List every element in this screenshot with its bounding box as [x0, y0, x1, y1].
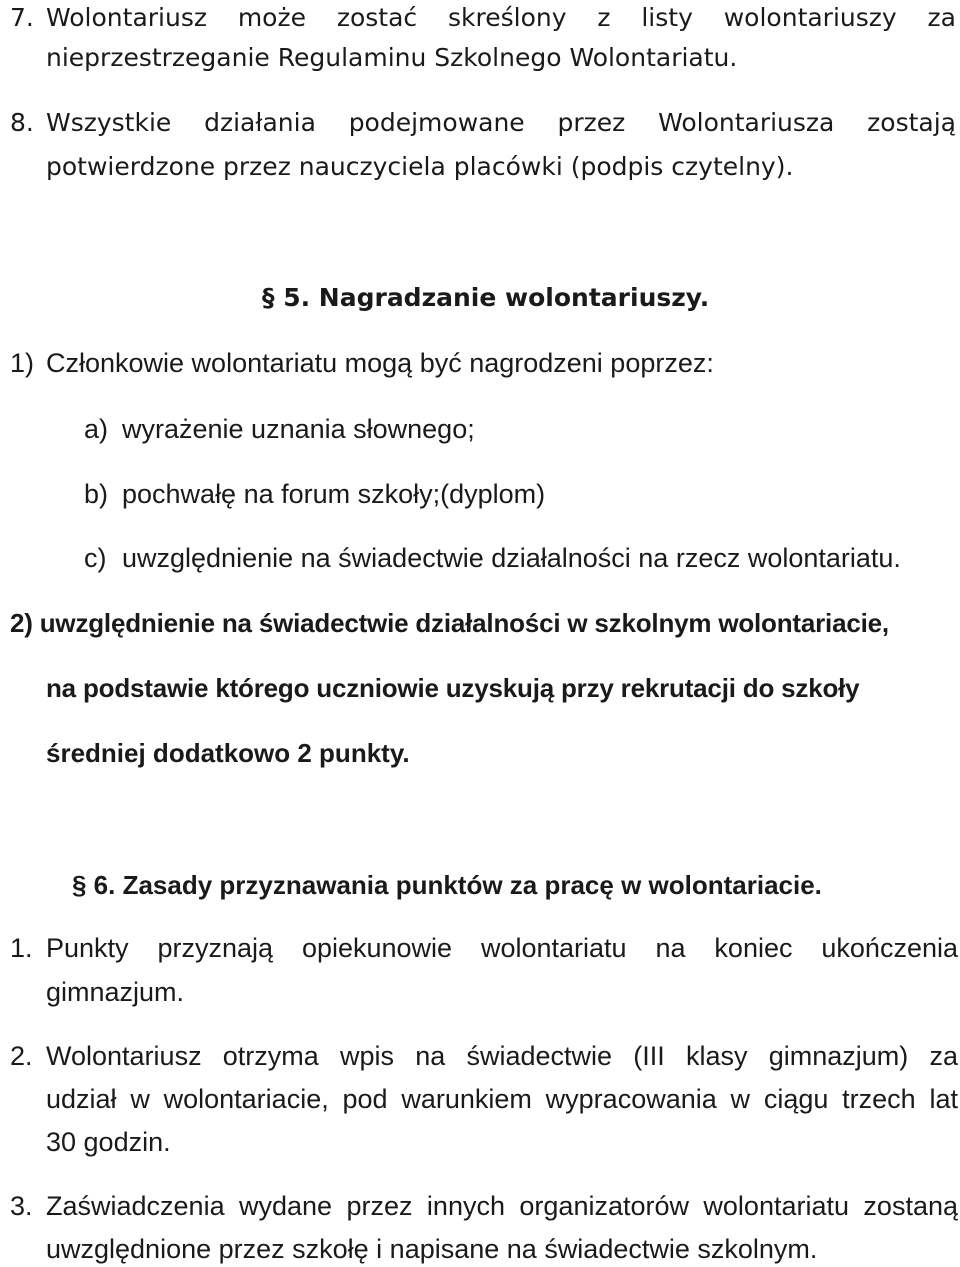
list-item-b-text: pochwałę na forum szkoły;(dyplom)	[122, 479, 546, 509]
list-item-b-letter: b)	[84, 479, 109, 509]
section-6-item-3-number: 3.	[10, 1191, 33, 1221]
section-5-point-1-text: Członkowie wolontariatu mogą być nagrodzeni poprzez:	[46, 348, 714, 378]
section-5-point-2-line-1: 2) uwzględnienie na świadectwie działalności w szkolnym wolontariacie,	[10, 608, 889, 638]
section-5-point-1-number: 1)	[10, 348, 35, 378]
section-6-item-2-line-3: 30 godzin.	[46, 1127, 171, 1157]
section-6-item-1-number: 1.	[10, 933, 33, 963]
item-7-line-1: Wolontariusz może zostać skreślony z listy wolontariuszy za	[46, 3, 956, 32]
item-8-line-2: potwierdzone przez nauczyciela placówki (podpis czytelny).	[46, 152, 794, 181]
section-6-title: § 6. Zasady przyznawania punktów za pracę w wolontariacie.	[72, 870, 822, 900]
section-6-item-2-line-1: Wolontariusz otrzyma wpis na świadectwie (III klasy gimnazjum) za	[46, 1041, 958, 1071]
item-8-line-1: Wszystkie działania podejmowane przez Wolontariusza zostają	[46, 108, 956, 137]
list-item-c-letter: c)	[84, 543, 107, 573]
section-5-title: § 5. Nagradzanie wolontariuszy.	[262, 283, 710, 312]
item-7-line-2: nieprzestrzeganie Regulaminu Szkolnego Wolontariatu.	[46, 43, 738, 72]
section-6-item-3-line-2: uwzględnione przez szkołę i napisane na świadectwie szkolnym.	[46, 1234, 818, 1264]
list-item-a-letter: a)	[84, 414, 109, 444]
section-6-item-3-line-1: Zaświadczenia wydane przez innych organizatorów wolontariatu zostaną	[46, 1191, 958, 1221]
section-6-item-2-line-2: udział w wolontariacie, pod warunkiem wypracowania w ciągu trzech lat	[46, 1084, 958, 1114]
list-item-a-text: wyrażenie uznania słownego;	[122, 414, 475, 444]
section-5-point-2-line-2: na podstawie którego uczniowie uzyskują przy rekrutacji do szkoły	[46, 673, 860, 703]
item-7-number: 7.	[10, 3, 34, 32]
section-6-item-1-line-2: gimnazjum.	[46, 977, 185, 1007]
list-item-c-text: uwzględnienie na świadectwie działalności na rzecz wolontariatu.	[122, 543, 901, 573]
item-8-number: 8.	[10, 108, 34, 137]
section-6-item-2-number: 2.	[10, 1041, 33, 1071]
section-6-item-1-line-1: Punkty przyznają opiekunowie wolontariatu na koniec ukończenia	[46, 933, 958, 963]
section-5-point-2-line-3: średniej dodatkowo 2 punkty.	[46, 738, 410, 768]
